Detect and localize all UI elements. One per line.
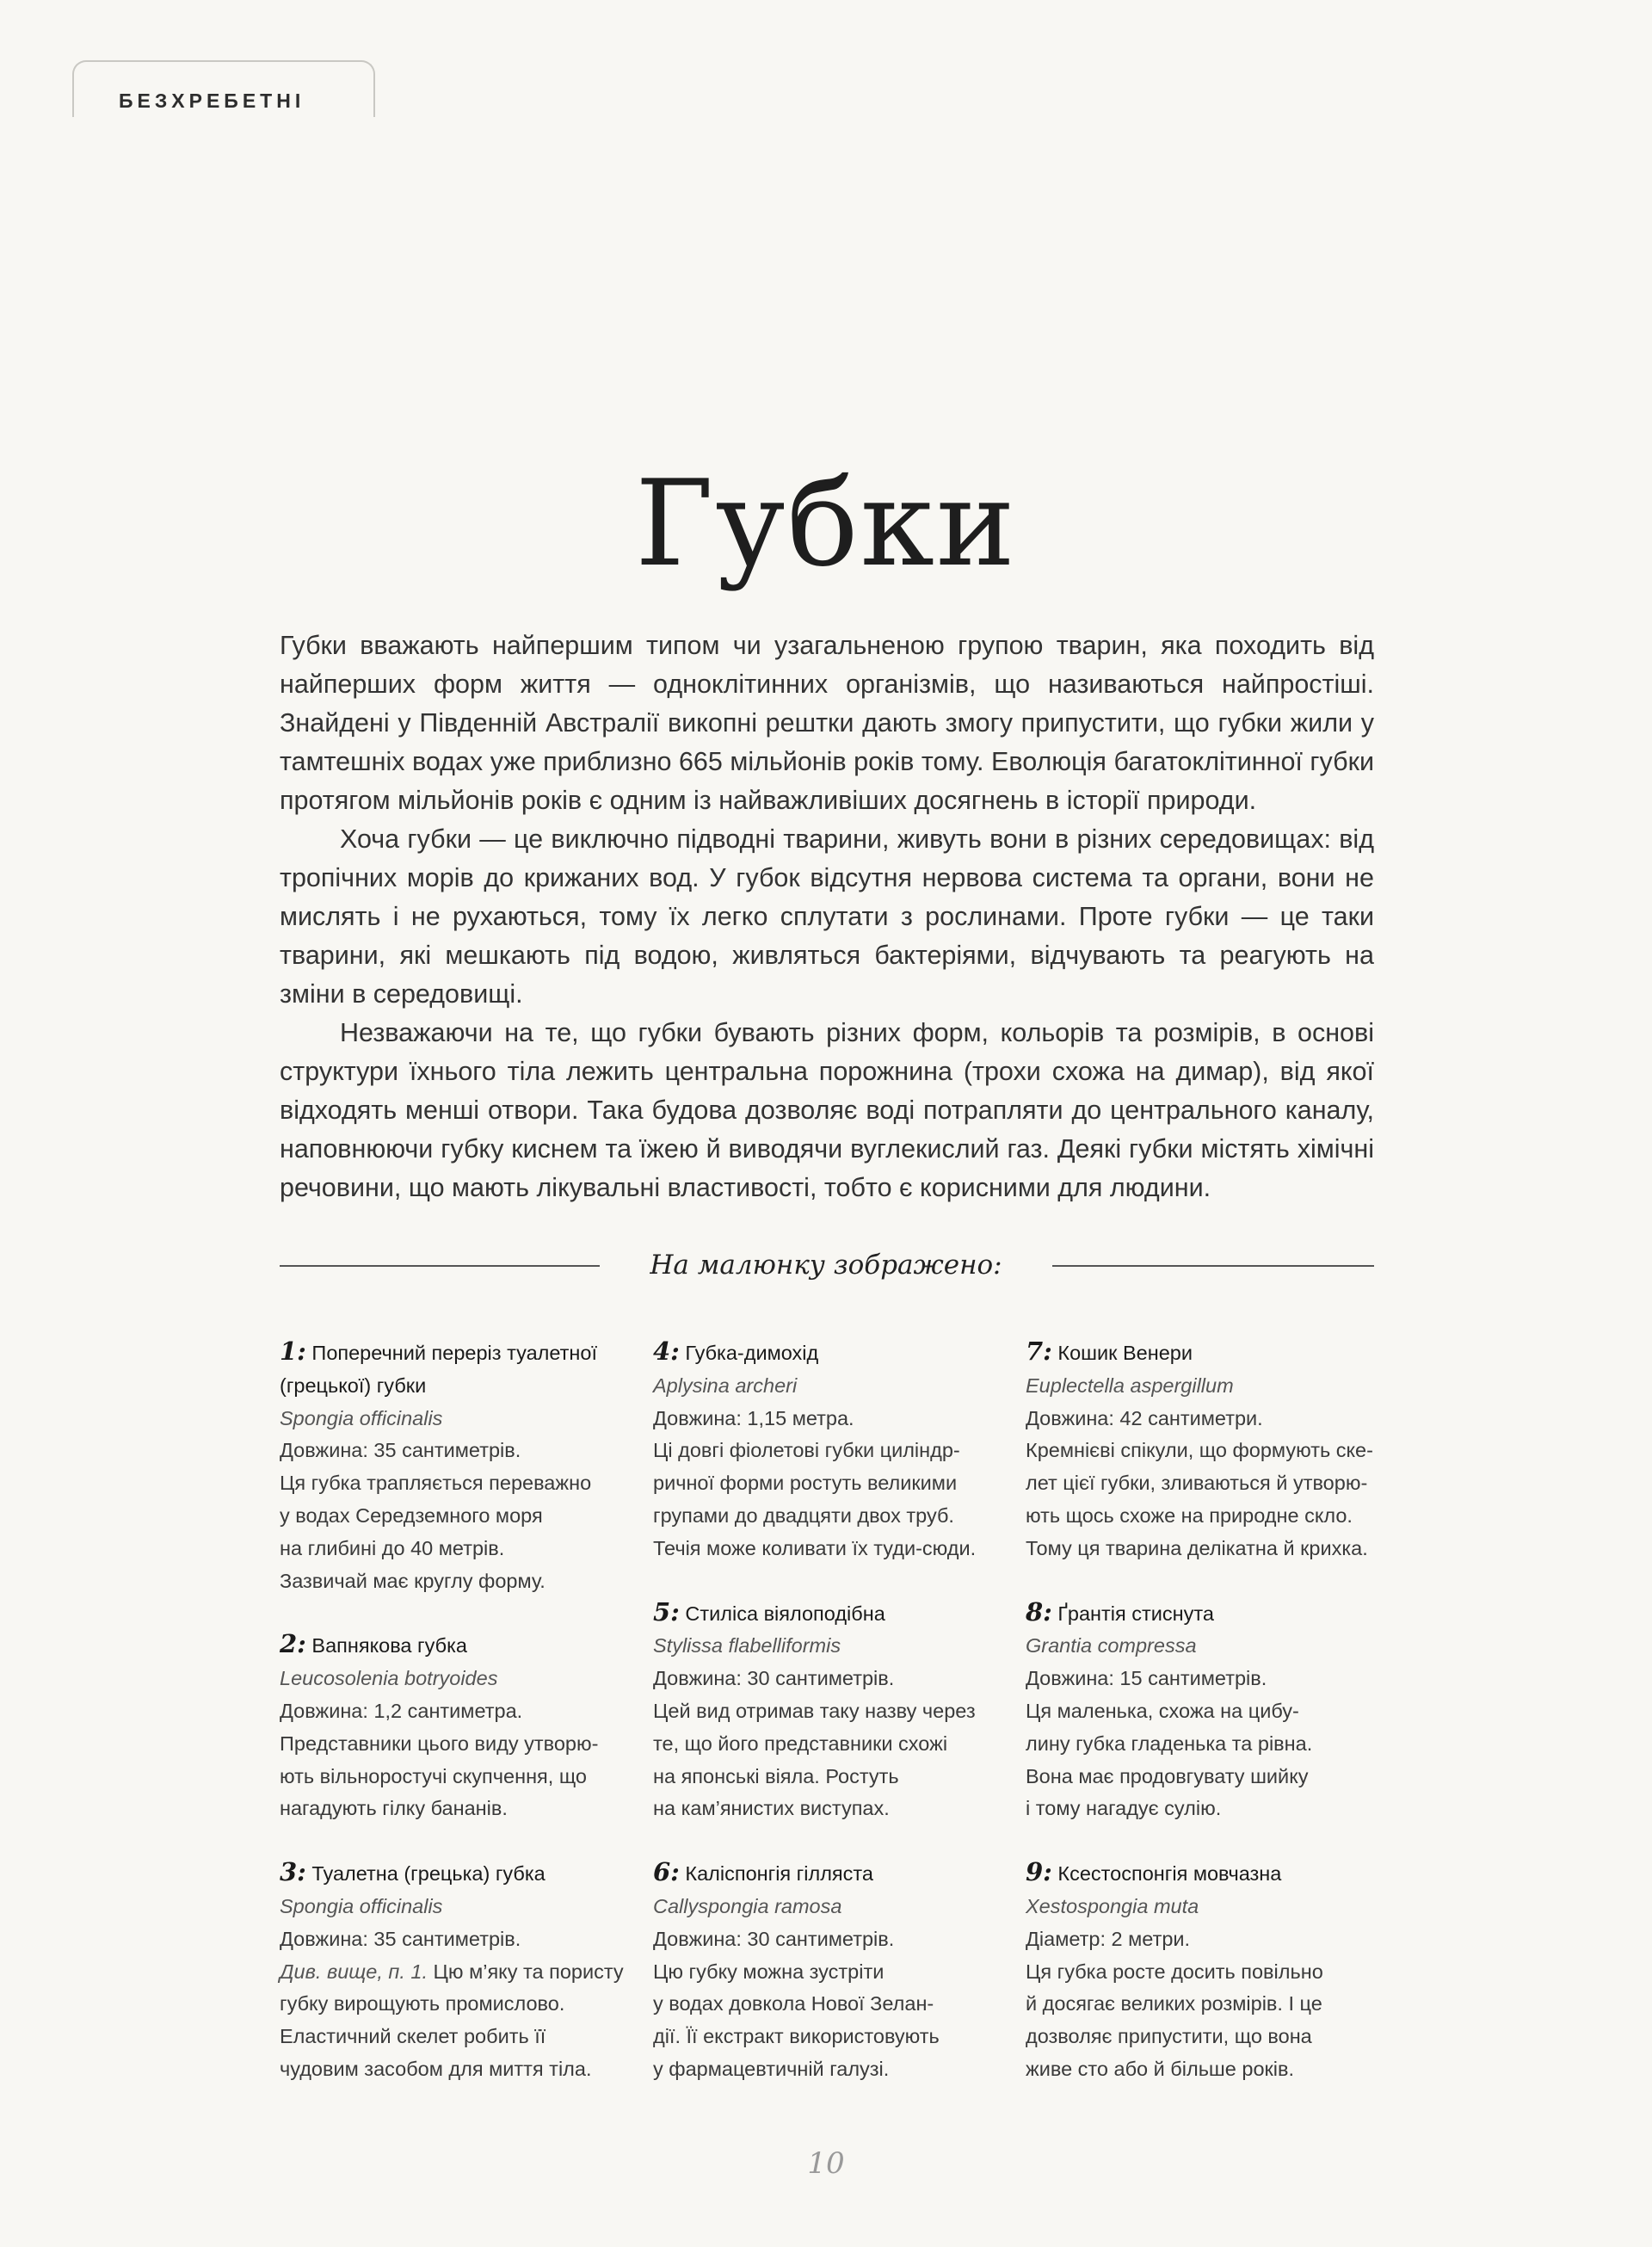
item-desc-line: Кремнієві спікули, що формують ске- xyxy=(1026,1439,1373,1462)
item-desc-line: Тому ця тварина делікатна й крихка. xyxy=(1026,1536,1368,1559)
item-name: Ксестоспонгія мовчазна xyxy=(1057,1862,1282,1886)
item-number: 6: xyxy=(653,1857,680,1887)
item-desc-line: Течія може коливати їх туди-сюди. xyxy=(653,1536,977,1559)
item-desc-line: й досягає великих розмірів. І це xyxy=(1026,1992,1322,2016)
item-desc-line: на японські віяла. Ростуть xyxy=(653,1764,899,1787)
item-latin: Stylissa flabelliformis xyxy=(653,1634,841,1657)
item-desc-line xyxy=(280,1956,637,1989)
item-latin: Leucosolenia botryoides xyxy=(280,1667,498,1690)
item-desc-line: Ці довгі фіолетові губки циліндр- xyxy=(653,1439,960,1462)
item-desc-line: Ця маленька, схожа на цибу- xyxy=(1026,1699,1299,1722)
item-heading xyxy=(280,1628,637,1663)
item-desc-line: ють щось схоже на природне скло. xyxy=(1026,1503,1353,1527)
item-latin: Spongia officinalis xyxy=(280,1894,443,1917)
item-desc-line: ють вільноростучі скупчення, що xyxy=(280,1764,587,1787)
item-number: 2: xyxy=(280,1629,306,1659)
item-name: Стиліса віялоподібна xyxy=(685,1602,885,1625)
item-heading xyxy=(1026,1336,1383,1370)
item-desc-line: на кам’янистих виступах. xyxy=(653,1797,890,1820)
item-number: 1: xyxy=(280,1336,306,1366)
caption-item xyxy=(1026,1336,1383,1565)
item-desc-line: Зазвичай має круглу форму. xyxy=(280,1569,546,1592)
item-desc-line: у водах довкола Нової Зелан- xyxy=(653,1992,934,2016)
item-desc-line: Еластичний скелет робить її xyxy=(280,2025,546,2048)
item-desc-line: у водах Середземного моря xyxy=(280,1503,543,1527)
item-desc-line: у фармацевтичній галузі. xyxy=(653,2057,890,2080)
caption-item xyxy=(280,1336,637,1597)
item-latin: Callyspongia ramosa xyxy=(653,1894,842,1917)
item-latin: Xestospongia muta xyxy=(1026,1894,1199,1917)
item-heading xyxy=(280,1856,637,1891)
item-desc-line: лину губка гладенька та рівна. xyxy=(1026,1732,1313,1755)
caption-column-3 xyxy=(1026,1336,1383,2117)
item-desc-line: Цей вид отримав таку назву через xyxy=(653,1699,976,1722)
item-heading xyxy=(653,1336,1010,1370)
section-label: БЕЗХРЕБЕТНІ xyxy=(119,90,305,112)
item-desc-line: губку вирощують промислово. xyxy=(280,1992,565,2016)
item-latin: Grantia compressa xyxy=(1026,1634,1197,1657)
intro-paragraph: Хоча губки — це виключно підводні тварини, живуть вони в різних середовищах: від тропічних морів до крижаних вод. У губок відсутня нервова система та органи, вони не мислять і не рухаються, тому їх легко сплутати з рослинами. Проте губки — це таки тварини, які мешкають під водою, живляться бактеріями, відчувають та реагують на зміни в середовищі. xyxy=(280,824,1374,1009)
caption-item xyxy=(653,1336,1010,1565)
item-size: Довжина: 35 сантиметрів. xyxy=(280,1927,521,1950)
item-latin: Aplysina archeri xyxy=(653,1374,798,1397)
caption-item xyxy=(1026,1856,1383,2086)
item-desc-line: чудовим засобом для миття тіла. xyxy=(280,2057,592,2080)
item-name: Губка-димохід xyxy=(685,1342,819,1364)
item-name: Вапнякова губка xyxy=(311,1634,467,1657)
item-desc-line: на глибині до 40 метрів. xyxy=(280,1536,505,1559)
item-number: 7: xyxy=(1026,1336,1052,1366)
page-number: 10 xyxy=(807,2146,845,2181)
item-size: Діаметр: 2 метри. xyxy=(1026,1927,1191,1950)
section-tab xyxy=(72,60,375,117)
item-size: Довжина: 30 сантиметрів. xyxy=(653,1927,895,1950)
item-desc-line: Ця губка трапляється переважно xyxy=(280,1472,592,1495)
item-name: Поперечний переріз туалетної (грецької) губки xyxy=(280,1342,597,1397)
item-heading xyxy=(653,1856,1010,1891)
item-desc-line: Ця губка росте досить повільно xyxy=(1026,1960,1323,1983)
item-desc-line: і тому нагадує сулію. xyxy=(1026,1797,1222,1820)
item-desc-line: ричної форми ростуть великими xyxy=(653,1472,958,1495)
caption-item xyxy=(653,1596,1010,1826)
item-heading xyxy=(653,1596,1010,1631)
item-size: Довжина: 1,15 метра. xyxy=(653,1406,854,1429)
item-desc-line: дії. Її екстракт використовують xyxy=(653,2025,940,2048)
item-size: Довжина: 42 сантиметри. xyxy=(1026,1406,1263,1429)
item-name: Туалетна (грецька) губка xyxy=(311,1862,546,1886)
item-desc-line: нагадують гілку бананів. xyxy=(280,1797,508,1820)
divider-left xyxy=(280,1265,600,1267)
page-title: Губки xyxy=(635,454,1017,593)
item-name: Ґрантія стиснута xyxy=(1057,1602,1214,1625)
item-desc-line: Цю губку можна зустріти xyxy=(653,1960,885,1983)
item-see-also: Див. вище, п. 1. xyxy=(280,1960,428,1983)
intro-paragraph: Губки вважають найпершим типом чи узагальненою групою тварин, яка походить від найперших форм життя — одноклітинних організмів, що називаються найпростіші. Знайдені у Південній Австралії викопні рештки дають змогу припустити, що губки жили у тамтешніх водах уже приблизно 665 мільйонів років тому. Еволюція багатоклітинної губки протягом мільйонів років є одним із найважливіших досягнень в історії природи. xyxy=(280,631,1374,815)
item-desc-line: лет цієї губки, зливаються й утворю- xyxy=(1026,1472,1368,1495)
caption-item xyxy=(1026,1596,1383,1826)
item-number: 9: xyxy=(1026,1857,1052,1887)
item-size: Довжина: 30 сантиметрів. xyxy=(653,1667,895,1690)
item-desc-line: дозволяє припустити, що вона xyxy=(1026,2025,1312,2048)
item-size: Довжина: 1,2 сантиметра. xyxy=(280,1699,523,1722)
item-desc-line: Представники цього виду утворю- xyxy=(280,1732,599,1755)
item-number: 4: xyxy=(653,1336,680,1366)
item-name: Кошик Венери xyxy=(1057,1342,1193,1364)
item-desc-line: живе сто або й більше років. xyxy=(1026,2057,1295,2080)
item-latin: Spongia officinalis xyxy=(280,1406,443,1429)
item-number: 3: xyxy=(280,1857,306,1887)
item-desc-line: групами до двадцяти двох труб. xyxy=(653,1503,954,1527)
caption-heading: На малюнку зображено: xyxy=(650,1250,1002,1281)
item-desc-line: те, що його представники схожі xyxy=(653,1732,948,1755)
item-desc-text: Цю м’яку та пористу xyxy=(433,1960,624,1983)
intro-text xyxy=(280,627,1374,1207)
item-size: Довжина: 15 сантиметрів. xyxy=(1026,1667,1267,1690)
caption-item xyxy=(280,1628,637,1825)
item-number: 5: xyxy=(653,1596,680,1627)
item-heading xyxy=(280,1336,637,1403)
caption-column-2 xyxy=(653,1336,1010,2117)
item-desc-line: Вона має продовгувату шийку xyxy=(1026,1764,1309,1787)
divider-right xyxy=(1052,1265,1374,1267)
caption-item xyxy=(653,1856,1010,2086)
item-name: Каліспонгія гілляста xyxy=(685,1862,873,1886)
item-size: Довжина: 35 сантиметрів. xyxy=(280,1439,521,1462)
intro-paragraph: Незважаючи на те, що губки бувають різних форм, кольорів та розмірів, в основі структури їхнього тіла лежить центральна порожнина (трохи схожа на димар), від якої відходять менші отвори. Така будова дозволяє воді потрапляти до центрального каналу, наповнюючи губку киснем та їжею й виводячи вуглекислий газ. Деякі губки містять хімічні речовини, що мають лікувальні властивості, тобто є корисними для людини. xyxy=(280,1018,1374,1202)
item-heading xyxy=(1026,1856,1383,1891)
item-number: 8: xyxy=(1026,1596,1052,1627)
caption-column-1 xyxy=(280,1336,637,2117)
caption-item xyxy=(280,1856,637,2086)
item-latin: Euplectella aspergillum xyxy=(1026,1374,1234,1397)
item-heading xyxy=(1026,1596,1383,1631)
